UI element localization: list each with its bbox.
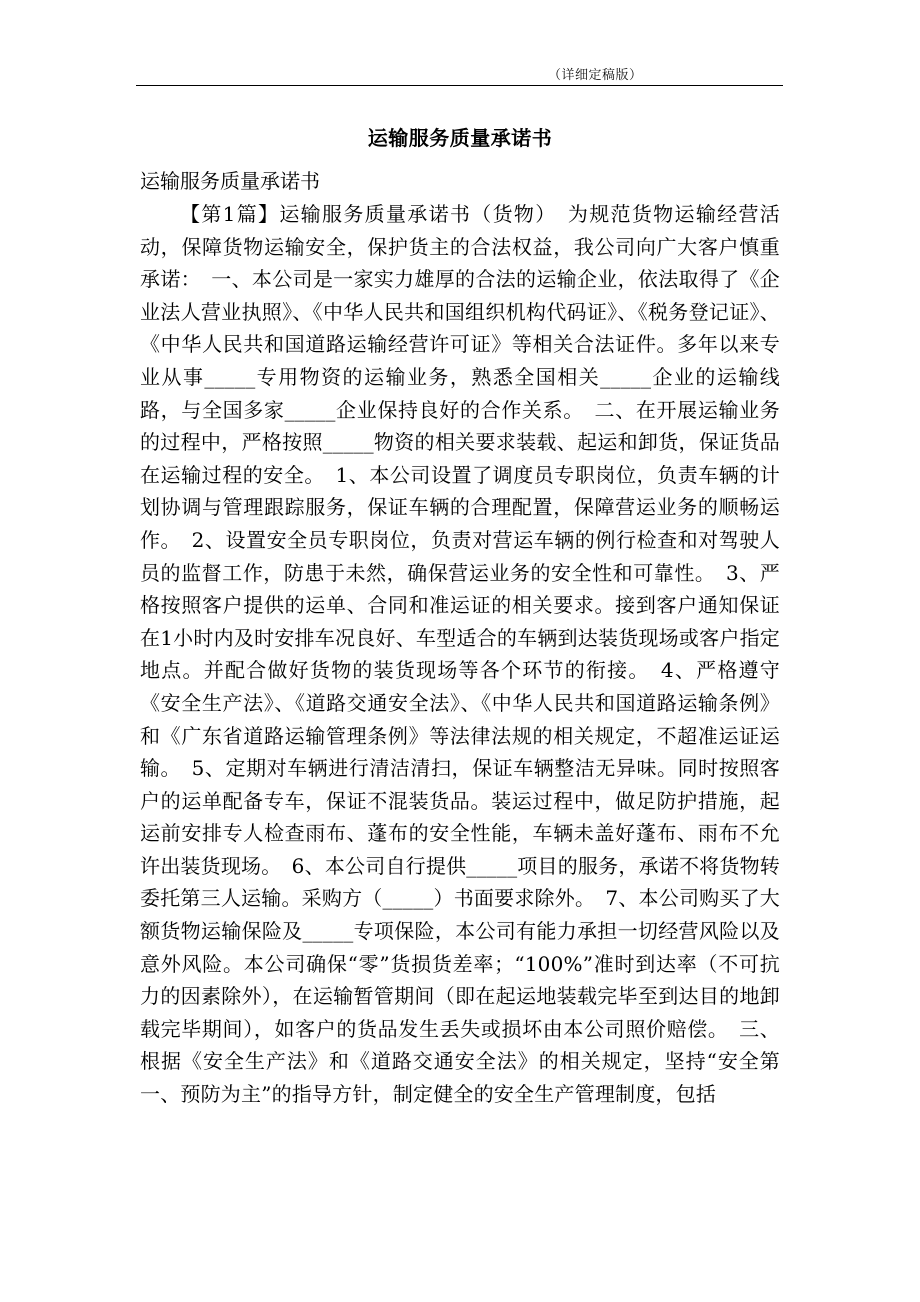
document-subtitle: 运输服务质量承诺书 <box>140 169 320 193</box>
header-note: （详细定稿版） <box>548 68 643 83</box>
document-body: 【第1篇】运输服务质量承诺书（货物） 为规范货物运输经营活动，保障货物运输安全，保护货主的合法权益，我公司向广大客户慎重承诺： 一、本公司是一家实力雄厚的合法的运输企业，依法取得了《企业法人营业执照》、《中华人民共和国组织机构代码证》、《税务登记证》、《中华人民共和国道路运输经营许可证》等相关合法证件。多年以来专业从事_____专用物资的运输业务，熟悉全国相关_____企业的运输线路，与全国多家_____企业保持良好的合作关系。 二、在开展运输业务的过程中，严格按照_____物资的相关要求装载、起运和卸货，保证货品在运输过程的安全。 1、本公司设置了调度员专职岗位，负责车辆的计划协调与管理跟踪服务，保证车辆的合理配置，保障营运业务的顺畅运作。 2、设置安全员专职岗位，负责对营运车辆的例行检查和对驾驶人员的监督工作，防患于未然，确保营运业务的安全性和可靠性。 3、严格按照客户提供的运单、合同和准运证的相关要求。接到客户通知保证在1小时内及时安排车况良好、车型适合的车辆到达装货现场或客户指定地点。并配合做好货物的装货现场等各个环节的衔接。 4、严格遵守《安全生产法》、《道路交通安全法》、《中华人民共和国道路运输条例》和《广东省道路运输管理条例》等法律法规的相关规定，不超准运证运输。 5、定期对车辆进行清洁清扫，保证车辆整洁无异味。同时按照客户的运单配备专车，保证不混装货品。装运过程中，做足防护措施，起运前安排专人检查雨布、蓬布的安全性能，车辆未盖好蓬布、雨布不允许出装货现场。 6、本公司自行提供_____项目的服务，承诺不将货物转委托第三人运输。采购方（_____）书面要求除外。 7、本公司购买了大额货物运输保险及_____专项保险，本公司有能力承担一切经营风险以及意外风险。本公司确保“零”货损货差率；“100%”准时到达率（不可抗力的因素除外），在运输暂管期间（即在起运地装载完毕至到达目的地卸载完毕期间），如客户的货品发生丢失或损坏由本公司照价赔偿。 三、根据《安全生产法》和《道路交通安全法》的相关规定，坚持“安全第一、预防为主”的指导方针，制定健全的安全生产管理制度，包括 <box>140 202 780 1107</box>
header-divider <box>136 85 783 86</box>
document-title: 运输服务质量承诺书 <box>367 126 553 150</box>
